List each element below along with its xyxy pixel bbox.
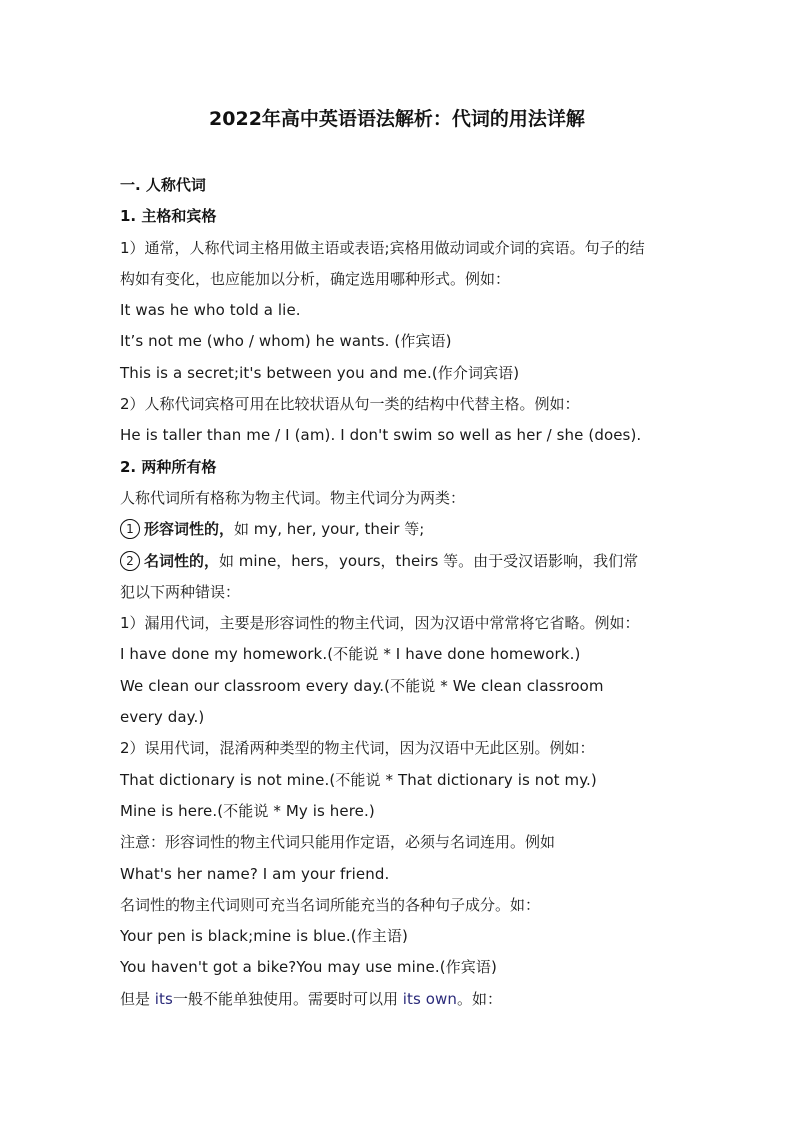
- circled-number-two: 2: [120, 551, 140, 571]
- text-segment: 但是: [120, 989, 155, 1008]
- example-sentence: It was he who told a lie.: [120, 301, 301, 320]
- list-item-bold-label: 名词性的，: [144, 551, 220, 570]
- example-sentence: That dictionary is not mine.(不能说 * That dictionary is not my.): [120, 770, 597, 789]
- example-sentence: every day.): [120, 708, 205, 727]
- text-segment: 。如：: [457, 989, 503, 1008]
- paragraph-line: 犯以下两种错误：: [120, 582, 241, 601]
- document-body: [120, 170, 680, 1015]
- example-sentence: You haven't got a bike?You may use mine.(作宾语): [120, 958, 497, 977]
- document-title: 2022年高中英语语法解析：代词的用法详解: [209, 108, 585, 130]
- keyword-its-own: its own: [402, 989, 458, 1008]
- keyword-its: its: [154, 989, 173, 1008]
- example-sentence: Mine is here.(不能说 * My is here.): [120, 801, 375, 820]
- text-segment: 一般不能单独使用。需要时可以用: [172, 989, 403, 1008]
- list-item-nominal: [120, 546, 680, 577]
- paragraph-line: 人称代词所有格称为物主代词。物主代词分为两类：: [120, 488, 466, 507]
- subsection-heading-cases: 1. 主格和宾格: [120, 207, 217, 226]
- example-sentence: He is taller than me / I (am). I don't swim so well as her / she (does).: [120, 426, 642, 445]
- list-item-adjectival: [120, 514, 680, 545]
- example-sentence: Your pen is black;mine is blue.(作主语): [120, 927, 408, 946]
- paragraph-line: 名词性的物主代词则可充当名词所能充当的各种句子成分。如：: [120, 895, 541, 914]
- example-sentence: It’s not me (who / whom) he wants. (作宾语): [120, 332, 452, 351]
- example-sentence: I have done my homework.(不能说 * I have done homework.): [120, 645, 581, 664]
- list-item-bold-label: 形容词性的，: [144, 520, 235, 539]
- example-sentence: This is a secret;it's between you and me.(作介词宾语): [120, 363, 520, 382]
- paragraph-line: 构如有变化，也应能加以分析，确定选用哪种形式。例如：: [120, 269, 511, 288]
- list-item-text: 如 my, her, your, their 等;: [234, 520, 425, 539]
- paragraph-line: 1）通常，人称代词主格用做主语或表语;宾格用做动词或介词的宾语。句子的结: [120, 238, 645, 257]
- paragraph-line: 2）人称代词宾格可用在比较状语从句一类的结构中代替主格。例如：: [120, 395, 580, 414]
- circled-number-one: 1: [120, 519, 140, 539]
- subsection-heading-possessives: 2. 两种所有格: [120, 457, 217, 476]
- list-item-text: 如 mine，hers，yours，theirs 等。由于受汉语影响，我们常: [219, 551, 639, 570]
- paragraph-line-its: [120, 984, 680, 1015]
- note-line: 注意：形容词性的物主代词只能用作定语，必须与名词连用。例如: [120, 833, 556, 852]
- section-heading-personal-pronouns: 一. 人称代词: [120, 176, 206, 194]
- example-sentence: We clean our classroom every day.(不能说 * We clean classroom: [120, 676, 604, 695]
- paragraph-line: 1）漏用代词，主要是形容词性的物主代词，因为汉语中常常将它省略。例如：: [120, 614, 640, 633]
- paragraph-line: 2）误用代词，混淆两种类型的物主代词，因为汉语中无此区别。例如：: [120, 739, 595, 758]
- example-sentence: What's her name? I am your friend.: [120, 864, 390, 883]
